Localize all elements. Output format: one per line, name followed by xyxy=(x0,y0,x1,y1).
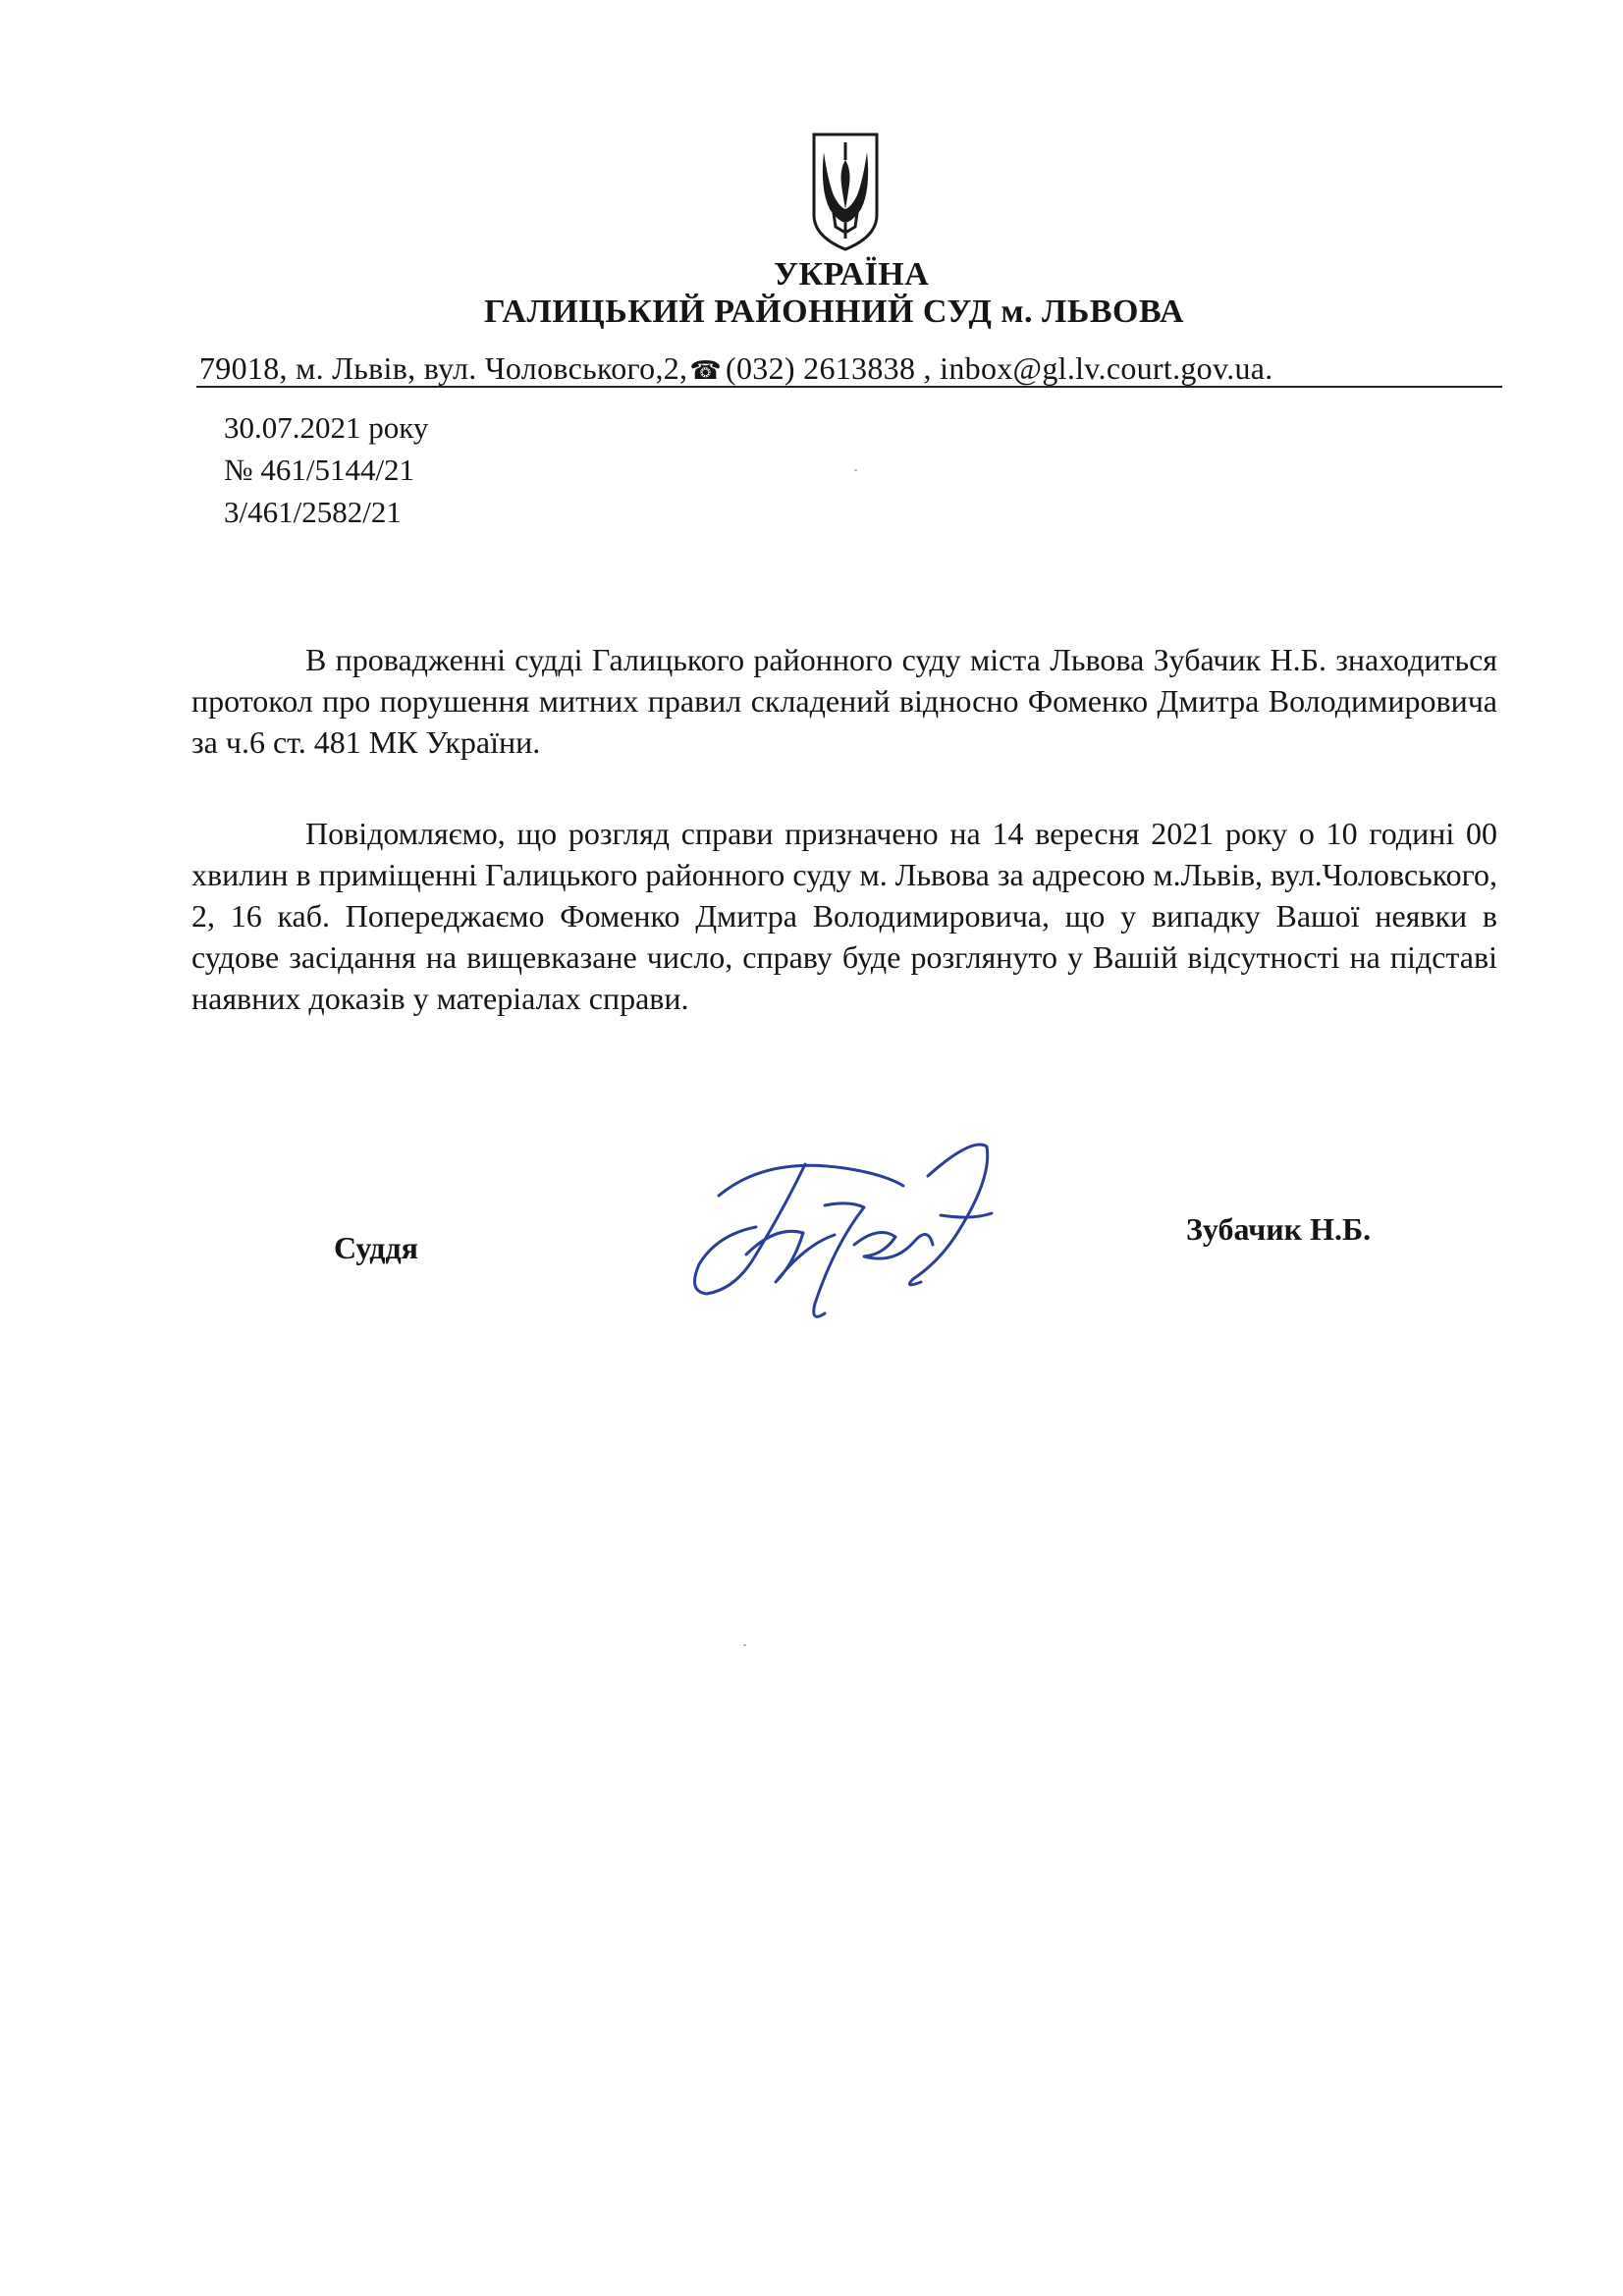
body-paragraph-2: Повідомляємо, що розгляд справи призначено на 14 вересня 2021 року о 10 годині 00 хвилин в приміщенні Галицького районного суду м. Львова за адресою м.Львів, вул.Чоловського, 2, 16 каб. Попереджаємо Фоменко Дмитра Володимировича, що у випадку Вашої неявки в судове засідання на вищевказане число, справу буде розглянуто у Вашій відсутності на підставі наявних доказів у матеріалах справи. xyxy=(191,816,1497,1016)
email-address: inbox@gl.lv.court.gov.ua. xyxy=(940,350,1273,386)
handwritten-signature-icon xyxy=(677,1117,1031,1333)
letter-date: 30.07.2021 року xyxy=(224,410,429,445)
scan-speck xyxy=(743,1644,746,1646)
telephone-icon: ☎ xyxy=(689,356,723,385)
address-text: 79018, м. Львів, вул. Чоловського,2, xyxy=(199,350,688,386)
header-divider xyxy=(196,386,1502,388)
trident-emblem-icon xyxy=(810,131,881,253)
scan-speck xyxy=(854,469,857,471)
case-number: № 461/5144/21 xyxy=(224,453,415,487)
country-heading: УКРАЇНА xyxy=(774,256,930,293)
body-paragraph-1: В провадженні судді Галицького районного суду міста Львова Зубачик Н.Б. знаходиться протокол про порушення митних правил складений відносно Фоменко Дмитра Володимировича за ч.6 ст. 481 МК України. xyxy=(191,642,1497,760)
proceeding-number: 3/461/2582/21 xyxy=(224,495,402,529)
court-address-line xyxy=(199,349,1273,390)
phone-number: (032) 2613838 , xyxy=(726,350,932,386)
court-heading: ГАЛИЦЬКИЙ РАЙОННИЙ СУД м. ЛЬВОВА xyxy=(484,294,1185,330)
signer-title: Суддя xyxy=(334,1230,418,1265)
signer-name: Зубачик Н.Б. xyxy=(1186,1211,1372,1247)
